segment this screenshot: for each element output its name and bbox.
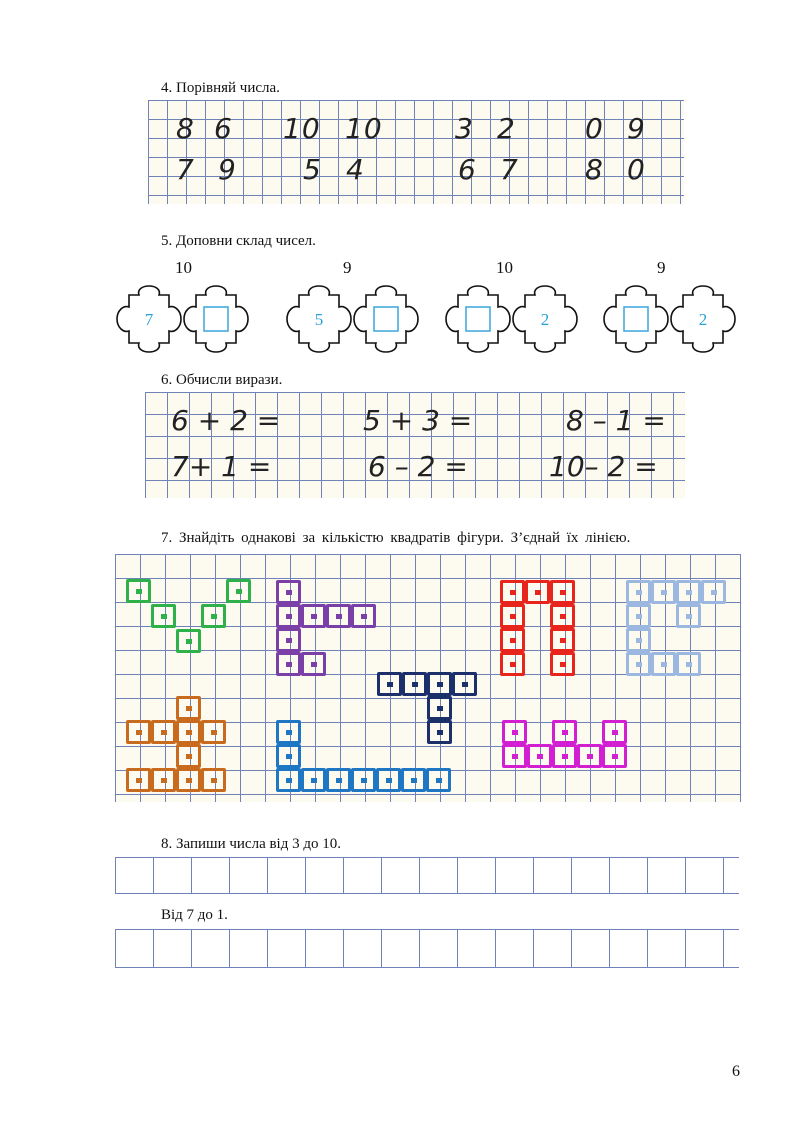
expression: 7+ 1 =	[171, 450, 272, 483]
figure-square	[126, 579, 151, 603]
figure-square	[276, 604, 301, 628]
figure-square	[427, 696, 452, 720]
answer-box[interactable]	[374, 307, 398, 331]
puzzle-total: 10	[175, 258, 192, 277]
figure-square	[701, 580, 726, 604]
figure-square	[301, 768, 326, 792]
compare-number: 10	[345, 112, 383, 145]
compare-number: 7	[500, 153, 519, 186]
figure-square	[176, 629, 201, 653]
answer-box[interactable]	[204, 307, 228, 331]
compare-number: 3	[455, 112, 474, 145]
puzzle-value: 2	[698, 310, 708, 329]
compare-number: 9	[627, 112, 646, 145]
compare-number: 7	[176, 153, 195, 186]
puzzle-value: 7	[144, 310, 154, 329]
puzzle-piece-left	[285, 285, 353, 353]
figure-square	[552, 720, 577, 744]
figure-square	[626, 652, 651, 676]
puzzle-piece-right	[182, 285, 250, 353]
figure-square	[651, 652, 676, 676]
write-row-2[interactable]	[115, 929, 739, 968]
figure-square	[626, 628, 651, 652]
figure-square	[402, 672, 427, 696]
figure-square	[376, 768, 401, 792]
figure-square	[151, 720, 176, 744]
puzzle-value: 5	[314, 310, 324, 329]
figure-square	[276, 580, 301, 604]
answer-box[interactable]	[624, 307, 648, 331]
task-8b-title: Від 7 до 1.	[161, 907, 228, 923]
task-7-title: 7. Знайдіть однакові за кількістю квадратів фігури. З’єднай їх лінією.	[161, 530, 631, 546]
puzzle-piece-right	[352, 285, 420, 353]
figure-square	[326, 604, 351, 628]
figure-square	[602, 720, 627, 744]
figure-square	[176, 744, 201, 768]
task-8-title: 8. Запиши числа від 3 до 10.	[161, 836, 341, 852]
figure-square	[577, 744, 602, 768]
figure-square	[502, 720, 527, 744]
puzzle-piece-right	[511, 285, 579, 353]
expression: 6 – 2 =	[368, 450, 468, 483]
task-4-title: 4. Порівняй числа.	[161, 80, 280, 96]
figure-square	[301, 652, 326, 676]
expression: 8 – 1 =	[566, 404, 666, 437]
task-5-title: 5. Доповни склад чисел.	[161, 233, 316, 249]
puzzle-total: 10	[496, 258, 513, 277]
puzzle-value: 2	[540, 310, 550, 329]
figure-square	[550, 652, 575, 676]
figure-square	[201, 604, 226, 628]
figure-square	[676, 604, 701, 628]
figure-square	[351, 768, 376, 792]
figure-square	[552, 744, 577, 768]
compare-number: 2	[497, 112, 516, 145]
figure-square	[550, 628, 575, 652]
puzzle-piece-left	[602, 285, 670, 353]
figure-square	[500, 604, 525, 628]
puzzle-total: 9	[343, 258, 352, 277]
figure-square	[651, 580, 676, 604]
figure-square	[126, 720, 151, 744]
puzzle-total: 9	[657, 258, 666, 277]
figure-square	[452, 672, 477, 696]
figure-square	[401, 768, 426, 792]
figure-square	[676, 652, 701, 676]
figure-square	[502, 744, 527, 768]
compare-number: 6	[214, 112, 233, 145]
figure-square	[527, 744, 552, 768]
figure-square	[276, 652, 301, 676]
figure-square	[176, 768, 201, 792]
page-number: 6	[732, 1063, 740, 1080]
figure-square	[550, 604, 575, 628]
figure-square	[226, 579, 251, 603]
figure-square	[626, 604, 651, 628]
figure-square	[550, 580, 575, 604]
figure-square	[201, 768, 226, 792]
figure-square	[276, 720, 301, 744]
figure-square	[176, 720, 201, 744]
figure-square	[500, 628, 525, 652]
figure-square	[427, 672, 452, 696]
write-row-1[interactable]	[115, 857, 739, 894]
figure-square	[500, 580, 525, 604]
compare-number: 5	[303, 153, 322, 186]
answer-box[interactable]	[466, 307, 490, 331]
figure-square	[276, 744, 301, 768]
compare-number: 8	[585, 153, 604, 186]
compare-number: 8	[176, 112, 195, 145]
figure-square	[276, 628, 301, 652]
compare-number: 4	[346, 153, 365, 186]
figure-square	[626, 580, 651, 604]
figure-square	[201, 720, 226, 744]
compare-number: 10	[283, 112, 321, 145]
figure-square	[326, 768, 351, 792]
figure-square	[151, 604, 176, 628]
figure-square	[151, 768, 176, 792]
compare-number: 6	[458, 153, 477, 186]
puzzle-piece-left	[115, 285, 183, 353]
compare-number: 0	[627, 153, 646, 186]
figure-square	[377, 672, 402, 696]
figure-square	[301, 604, 326, 628]
figure-square	[427, 720, 452, 744]
puzzle-piece-left	[444, 285, 512, 353]
figure-square	[276, 768, 301, 792]
figure-square	[525, 580, 550, 604]
figure-square	[602, 744, 627, 768]
figure-square	[126, 768, 151, 792]
task-6-title: 6. Обчисли вирази.	[161, 372, 283, 388]
puzzle-piece-right	[669, 285, 737, 353]
compare-number: 0	[585, 112, 604, 145]
figure-square	[500, 652, 525, 676]
compare-number: 9	[218, 153, 237, 186]
expression: 5 + 3 =	[363, 404, 473, 437]
expression: 10– 2 =	[549, 450, 658, 483]
figure-square	[176, 696, 201, 720]
figure-square	[426, 768, 451, 792]
figure-square	[351, 604, 376, 628]
expression: 6 + 2 =	[171, 404, 281, 437]
figure-square	[676, 580, 701, 604]
